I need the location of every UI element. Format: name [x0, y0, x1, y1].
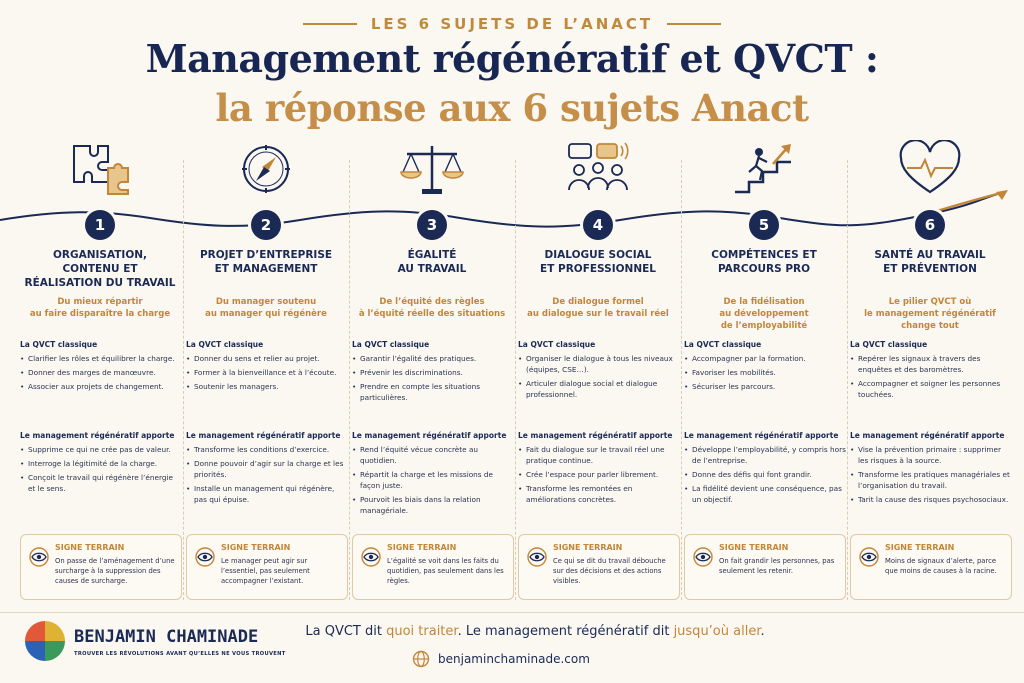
signe-terrain-text: On fait grandir les personnes, pas seulement les retenir.	[719, 557, 835, 575]
column-subtitle-line: De l’équité des règles	[379, 297, 485, 307]
step-number: 5	[749, 210, 779, 240]
column-separator	[349, 160, 350, 600]
globe-icon	[412, 650, 430, 668]
column-title-line: ET PROFESSIONNEL	[540, 263, 656, 275]
qvct-heading: La QVCT classique	[518, 340, 596, 349]
column-separator	[515, 160, 516, 600]
regen-item: • Donne pouvoir d’agir sur la charge et les priorités.	[186, 458, 348, 480]
qvct-list	[684, 353, 846, 395]
regen-heading: Le management régénératif apporte	[518, 431, 673, 440]
regen-item: • La fidélité devient une conséquence, pas un objectif.	[684, 483, 846, 505]
column-separator	[681, 160, 682, 600]
regen-item: • Interroge la légitimité de la charge.	[20, 458, 182, 469]
qvct-list	[20, 353, 182, 395]
signe-terrain-text: Le manager peut agir sur l’essentiel, pas seulement accompagner l’existant.	[221, 557, 310, 585]
regen-item: • Développe l’employabilité, y compris hors de l’entreprise.	[684, 444, 846, 466]
column-subtitle	[352, 296, 512, 320]
column-subtitle	[186, 296, 346, 320]
tagline-part: . Le management régénératif dit	[457, 624, 674, 639]
column-title-line: DIALOGUE SOCIAL	[544, 249, 652, 261]
qvct-list	[850, 353, 1012, 403]
column-title-line: SANTÉ AU TRAVAIL	[874, 249, 986, 261]
signe-terrain-label: SIGNE TERRAIN	[553, 543, 623, 552]
column-subtitle-line: de l’employabilité	[720, 321, 808, 331]
regen-item: • Transforme les conditions d’exercice.	[186, 444, 348, 455]
step-number: 4	[583, 210, 613, 240]
column-separator	[847, 160, 848, 600]
qvct-list	[352, 353, 514, 406]
column-title-line: ÉGALITÉ	[407, 249, 457, 261]
signe-terrain-text: Moins de signaux d’alerte, parce que moins de causes à la racine.	[885, 557, 997, 575]
qvct-item: • Donner du sens et relier au projet.	[186, 353, 348, 364]
main-title: Management régénératif et QVCT :	[145, 36, 879, 81]
kicker-rule-right	[667, 23, 721, 25]
qvct-item: • Clarifier les rôles et équilibrer la charge.	[20, 353, 182, 364]
website-link[interactable]: benjaminchaminade.com	[438, 652, 590, 666]
column-6	[850, 140, 1010, 610]
column-subtitle-line: Du manager soutenu	[215, 297, 317, 307]
main-subtitle: la réponse aux 6 sujets Anact	[215, 86, 809, 130]
regen-item: • Transforme les pratiques managériales et l’organisation du travail.	[850, 469, 1012, 491]
column-title	[186, 248, 346, 276]
column-title-line: PROJET D’ENTREPRISE	[199, 249, 333, 261]
signe-terrain-text: Ce qui se dit du travail débouche sur des décisions et des actions visibles.	[553, 557, 666, 585]
column-subtitle-line: au faire disparaître la charge	[29, 309, 171, 319]
column-5	[684, 140, 844, 610]
signe-terrain-card	[850, 534, 1012, 600]
regen-list	[518, 444, 680, 508]
qvct-item: • Associer aux projets de changement.	[20, 381, 182, 392]
column-title-line: ET MANAGEMENT	[214, 263, 318, 275]
column-subtitle-line: au manager qui régénère	[205, 309, 327, 319]
eye-icon	[859, 547, 879, 571]
brand-tagline: TROUVER LES RÉVOLUTIONS AVANT QU’ELLES NE VOUS TROUVENT	[74, 651, 286, 657]
kicker-rule-left	[303, 23, 357, 25]
qvct-item: • Prévenir les discriminations.	[352, 367, 514, 378]
column-1	[20, 140, 180, 610]
eye-icon	[29, 547, 49, 571]
column-3	[352, 140, 512, 610]
column-subtitle	[20, 296, 180, 320]
column-subtitle-line: le management régénératif	[864, 309, 996, 319]
column-title-line: COMPÉTENCES ET	[711, 249, 817, 261]
signe-terrain-card	[20, 534, 182, 600]
tagline-part: .	[760, 624, 765, 639]
column-title	[684, 248, 844, 276]
column-title	[352, 248, 512, 276]
eye-icon	[195, 547, 215, 571]
regen-item: • Supprime ce qui ne crée pas de valeur.	[20, 444, 182, 455]
tagline-part: La QVCT dit	[305, 624, 387, 639]
column-separator	[183, 160, 184, 600]
regen-item: • Conçoit le travail qui régénère l’énergie et le sens.	[20, 472, 182, 494]
column-subtitle	[684, 296, 844, 332]
column-subtitle-line: Le pilier QVCT où	[888, 297, 972, 307]
column-title-line: RÉALISATION DU TRAVAIL	[24, 277, 176, 289]
qvct-heading: La QVCT classique	[186, 340, 264, 349]
qvct-item: • Accompagner par la formation.	[684, 353, 846, 364]
regen-item: • Répartit la charge et les missions de façon juste.	[352, 469, 514, 491]
regen-list	[352, 444, 514, 519]
dialogue-icon	[518, 140, 678, 200]
regen-item: • Rend l’équité vécue concrète au quotidien.	[352, 444, 514, 466]
signe-terrain-label: SIGNE TERRAIN	[387, 543, 457, 552]
website[interactable]	[412, 650, 590, 668]
column-subtitle-line: De dialogue formel	[552, 297, 644, 307]
qvct-heading: La QVCT classique	[684, 340, 762, 349]
signe-terrain-card	[352, 534, 514, 600]
regen-item: • Transforme les remontées en améliorations concrètes.	[518, 483, 680, 505]
column-subtitle	[518, 296, 678, 320]
regen-list	[186, 444, 348, 508]
heart-pulse-icon	[850, 140, 1010, 200]
qvct-item: • Prendre en compte les situations particulières.	[352, 381, 514, 403]
regen-heading: Le management régénératif apporte	[186, 431, 341, 440]
qvct-item: • Garantir l’égalité des pratiques.	[352, 353, 514, 364]
column-subtitle-line: Du mieux répartir	[57, 297, 143, 307]
signe-terrain-label: SIGNE TERRAIN	[719, 543, 789, 552]
column-subtitle-line: au dialogue sur le travail réel	[527, 309, 669, 319]
step-number: 3	[417, 210, 447, 240]
regen-list	[684, 444, 846, 508]
column-subtitle-line: De la fidélisation	[723, 297, 805, 307]
puzzle-icon	[20, 140, 180, 200]
step-number: 1	[85, 210, 115, 240]
brand-name: BENJAMIN CHAMINADE	[74, 627, 259, 647]
column-2	[186, 140, 346, 610]
qvct-heading: La QVCT classique	[20, 340, 98, 349]
qvct-heading: La QVCT classique	[352, 340, 430, 349]
regen-heading: Le management régénératif apporte	[850, 431, 1005, 440]
column-title-line: ET PRÉVENTION	[883, 263, 977, 275]
eye-icon	[693, 547, 713, 571]
eye-icon	[527, 547, 547, 571]
qvct-list	[518, 353, 680, 403]
qvct-heading: La QVCT classique	[850, 340, 928, 349]
column-title-line: PARCOURS PRO	[717, 263, 811, 275]
column-title-line: ORGANISATION,	[52, 249, 148, 261]
regen-item: • Vise la prévention primaire : supprimer les risques à la source.	[850, 444, 1012, 466]
column-title	[850, 248, 1010, 276]
footer-divider	[0, 612, 1024, 613]
signe-terrain-text: On passe de l’aménagement d’une surcharge à la suppression des causes de surcharge.	[55, 557, 175, 585]
signe-terrain-text: L’égalité se voit dans les faits du quotidien, pas seulement dans les règles.	[387, 557, 504, 585]
qvct-list	[186, 353, 348, 395]
qvct-item: • Organiser le dialogue à tous les niveaux (équipes, CSE…).	[518, 353, 680, 375]
qvct-item: • Former à la bienveillance et à l’écoute.	[186, 367, 348, 378]
signe-terrain-label: SIGNE TERRAIN	[885, 543, 955, 552]
column-title	[20, 248, 180, 290]
column-subtitle-line: change tout	[901, 321, 959, 331]
regen-item: • Installe un management qui régénère, pas qui épuise.	[186, 483, 348, 505]
column-title-line: CONTENU ET	[62, 263, 138, 275]
column-subtitle-line: à l’équité réelle des situations	[358, 309, 506, 319]
signe-terrain-card	[518, 534, 680, 600]
regen-item: • Donne des défis qui font grandir.	[684, 469, 846, 480]
kicker-text: LES 6 SUJETS DE L’ANACT	[370, 15, 654, 33]
regen-heading: Le management régénératif apporte	[20, 431, 175, 440]
kicker	[0, 15, 1024, 33]
tagline-highlight: jusqu’où aller	[673, 624, 761, 639]
column-title	[518, 248, 678, 276]
regen-item: • Tarit la cause des risques psychosociaux.	[850, 494, 1012, 505]
column-subtitle	[850, 296, 1010, 332]
qvct-item: • Donner des marges de manœuvre.	[20, 367, 182, 378]
qvct-item: • Repérer les signaux à travers des enquêtes et des baromètres.	[850, 353, 1012, 375]
scales-icon	[352, 140, 512, 200]
column-4	[518, 140, 678, 610]
regen-item: • Fait du dialogue sur le travail réel une pratique continue.	[518, 444, 680, 466]
column-subtitle-line: au développement	[719, 309, 809, 319]
column-title-line: AU TRAVAIL	[397, 263, 467, 275]
regen-heading: Le management régénératif apporte	[684, 431, 839, 440]
brand-logo-icon	[24, 620, 66, 662]
eye-icon	[361, 547, 381, 571]
qvct-item: • Soutenir les managers.	[186, 381, 348, 392]
step-number: 2	[251, 210, 281, 240]
regen-item: • Crée l’espace pour parler librement.	[518, 469, 680, 480]
regen-list	[20, 444, 182, 497]
qvct-item: • Accompagner et soigner les personnes touchées.	[850, 378, 1012, 400]
tagline-highlight: quoi traiter	[386, 624, 458, 639]
compass-icon	[186, 140, 346, 200]
qvct-item: • Favoriser les mobilités.	[684, 367, 846, 378]
signe-terrain-card	[684, 534, 846, 600]
regen-item: • Pourvoit les biais dans la relation managériale.	[352, 494, 514, 516]
signe-terrain-label: SIGNE TERRAIN	[55, 543, 125, 552]
stairs-icon	[684, 140, 844, 200]
step-number: 6	[915, 210, 945, 240]
signe-terrain-card	[186, 534, 348, 600]
closing-tagline	[300, 624, 770, 639]
signe-terrain-label: SIGNE TERRAIN	[221, 543, 291, 552]
regen-heading: Le management régénératif apporte	[352, 431, 507, 440]
regen-list	[850, 444, 1012, 508]
qvct-item: • Articuler dialogue social et dialogue professionnel.	[518, 378, 680, 400]
qvct-item: • Sécuriser les parcours.	[684, 381, 846, 392]
